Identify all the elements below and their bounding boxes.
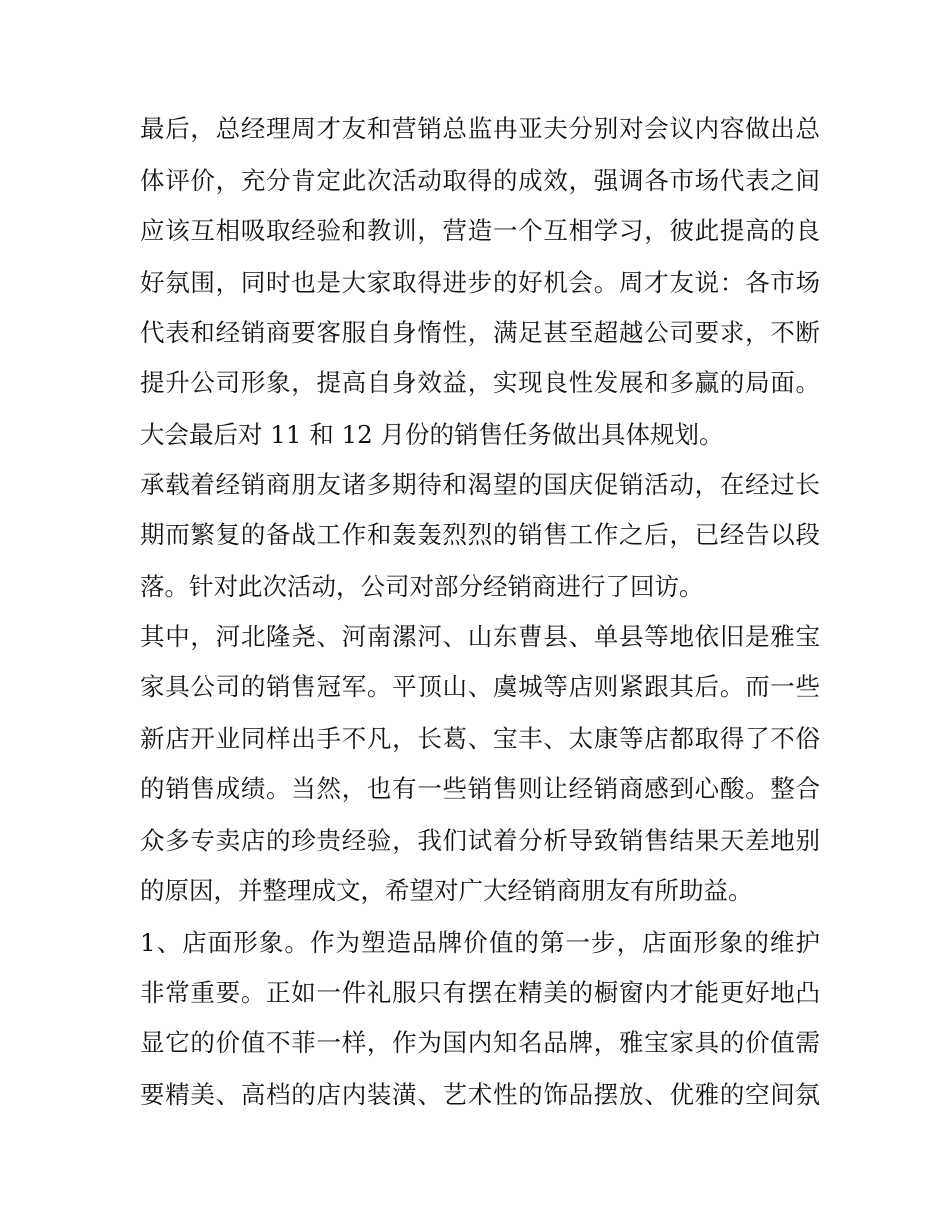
text-line: 1、店面形象。作为塑造品牌价值的第一步，店面形象的维护 <box>140 928 820 957</box>
text-line: 最后，总经理周才友和营销总监冉亚夫分别对会议内容做出总 <box>140 114 820 143</box>
text-line: 体评价，充分肯定此次活动取得的成效，强调各市场代表之间 <box>140 166 820 195</box>
text-line: 落。针对此次活动，公司对部分经销商进行了回访。 <box>140 572 704 601</box>
text-line: 应该互相吸取经验和教训，营造一个互相学习，彼此提高的良 <box>140 216 820 245</box>
text-line: 的原因，并整理成文，希望对广大经销商朋友有所助益。 <box>140 876 753 905</box>
text-line: 大会最后对 11 和 12 月份的销售任务做出具体规划。 <box>140 420 724 449</box>
text-line: 家具公司的销售冠军。平顶山、虞城等店则紧跟其后。而一些 <box>140 672 820 701</box>
text-line: 提升公司形象，提高自身效益，实现良性发展和多赢的局面。 <box>140 368 820 397</box>
text-line: 的销售成绩。当然，也有一些销售则让经销商感到心酸。整合 <box>140 774 820 803</box>
text-line: 要精美、高档的店内装潢、艺术性的饰品摆放、优雅的空间氛 <box>140 1080 820 1109</box>
text-line: 期而繁复的备战工作和轰轰烈烈的销售工作之后，已经告以段 <box>140 520 820 549</box>
text-line: 众多专卖店的珍贵经验，我们试着分析导致销售结果天差地别 <box>140 826 820 855</box>
text-line: 其中，河北隆尧、河南漯河、山东曹县、单县等地依旧是雅宝 <box>140 622 820 651</box>
text-line: 非常重要。正如一件礼服只有摆在精美的橱窗内才能更好地凸 <box>140 978 820 1007</box>
text-line: 好氛围，同时也是大家取得进步的好机会。周才友说：各市场 <box>140 268 820 297</box>
text-line: 代表和经销商要客服自身惰性，满足甚至超越公司要求，不断 <box>140 318 820 347</box>
text-line: 承载着经销商朋友诸多期待和渴望的国庆促销活动，在经过长 <box>140 470 820 499</box>
text-line: 显它的价值不菲一样，作为国内知名品牌，雅宝家具的价值需 <box>140 1028 820 1057</box>
text-line: 新店开业同样出手不凡，长葛、宝丰、太康等店都取得了不俗 <box>140 724 820 753</box>
